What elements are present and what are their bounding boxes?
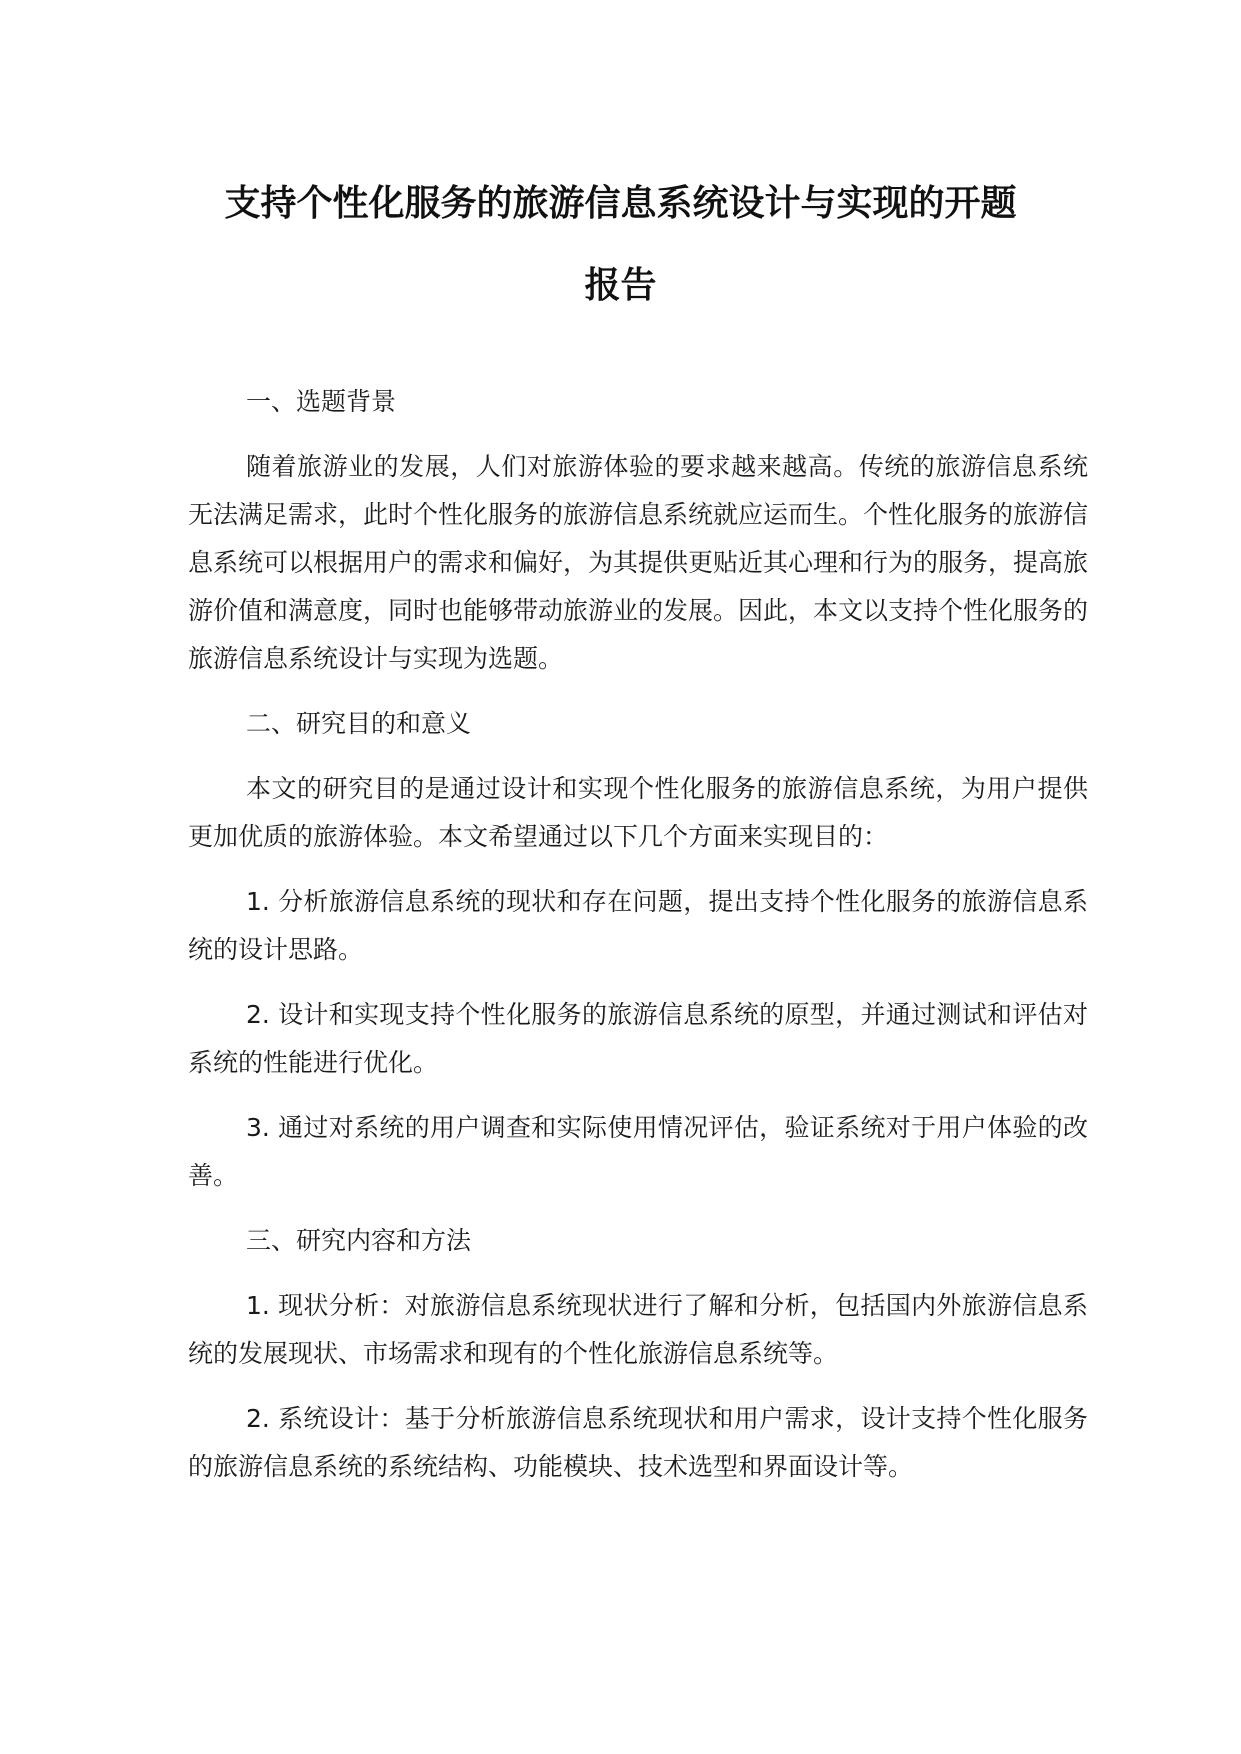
section-heading-methods: 三、研究内容和方法 [246,1226,472,1255]
methods-item-1: 1. 现状分析：对旅游信息系统现状进行了解和分析，包括国内外旅游信息系统的发展现状、市场需求和现有的个性化旅游信息系统等。 [188,1291,1088,1368]
paragraph-background: 随着旅游业的发展，人们对旅游体验的要求越来越高。传统的旅游信息系统无法满足需求，此时个性化服务的旅游信息系统就应运而生。个性化服务的旅游信息系统可以根据用户的需求和偏好，为其提供更贴近其心理和行为的服务，提高旅游价值和满意度，同时也能够带动旅游业的发展。因此，本文以支持个性化服务的旅游信息系统设计与实现为选题。 [188,452,1089,673]
paragraph-purpose-intro: 本文的研究目的是通过设计和实现个性化服务的旅游信息系统，为用户提供更加优质的旅游体验。本文希望通过以下几个方面来实现目的： [188,774,1088,851]
section-heading-purpose: 二、研究目的和意义 [246,709,472,738]
section-heading-background: 一、选题背景 [246,387,397,416]
purpose-item-1: 1. 分析旅游信息系统的现状和存在问题，提出支持个性化服务的旅游信息系统的设计思路。 [188,887,1088,964]
purpose-item-3: 3. 通过对系统的用户调查和实际使用情况评估，验证系统对于用户体验的改善。 [188,1113,1088,1190]
purpose-item-2: 2. 设计和实现支持个性化服务的旅游信息系统的原型，并通过测试和评估对系统的性能进行优化。 [188,1000,1088,1077]
methods-item-2: 2. 系统设计：基于分析旅游信息系统现状和用户需求，设计支持个性化服务的旅游信息系统的系统结构、功能模块、技术选型和界面设计等。 [188,1404,1088,1481]
document-body [188,378,1088,1508]
document-title-line-2: 报告 [584,265,657,306]
document-title-line-1: 支持个性化服务的旅游信息系统设计与实现的开题 [224,183,1017,224]
